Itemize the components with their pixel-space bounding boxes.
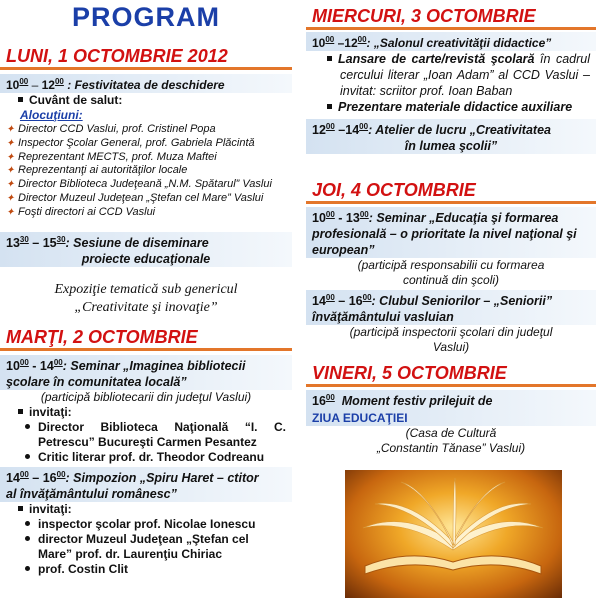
guest-item xyxy=(0,532,292,562)
salon-item-title: Prezentare materiale didactice auxiliare xyxy=(338,100,573,114)
symposium-line-1: $14^{00} - 16^{00}$: Simpozion „Spiru Haret – ctitor xyxy=(6,469,259,486)
time-end-sup: 00 xyxy=(359,122,369,131)
exposition-line-1: Expoziţie tematică sub genericul xyxy=(54,281,238,297)
square-bullet-icon xyxy=(18,97,23,102)
guest-item xyxy=(0,450,292,465)
time-start: 13 xyxy=(6,235,20,250)
symposium-title-1: : Simpozion „Spiru Haret – ctitor xyxy=(65,471,259,486)
session-line-1: $13^{30} - 15^{30}$: Sesiune de diseminare xyxy=(6,234,209,250)
venue-line-2: „Constantin Tănase” Vaslui) xyxy=(376,440,526,455)
session-band xyxy=(0,232,292,267)
invited-label: invitaţi: xyxy=(29,404,72,419)
salon-band: $10^{00}$ $-12^{00}$: „Salonul creativităţii didactice” xyxy=(306,32,596,51)
festive-line-1 xyxy=(312,390,590,409)
time-dash: – xyxy=(28,78,42,92)
time-end: 12 xyxy=(41,78,55,92)
time-end: 13 xyxy=(345,211,360,226)
time-start: 14 xyxy=(312,294,326,309)
fleur-bullet-icon: ✦ xyxy=(6,165,15,177)
day-heading-joi: JOI, 4 OCTOMBRIE xyxy=(306,180,596,204)
left-column xyxy=(0,0,292,577)
time-start-sup: 00 xyxy=(325,293,335,303)
time-end-sup: 30 xyxy=(56,234,66,244)
speaker-item xyxy=(0,123,292,137)
time-start-sup: 00 xyxy=(325,210,335,220)
speaker-item xyxy=(0,178,292,192)
right-column xyxy=(306,0,596,456)
guest-text: Critic literar prof. dr. Theodor Codreanu xyxy=(38,449,265,464)
session-title-2: proiecte educaţionale xyxy=(81,251,211,266)
book-illustration xyxy=(345,470,562,598)
fleur-bullet-icon: ✦ xyxy=(6,192,15,204)
club-participants-1: (participă inspectorii şcolari din judeţul xyxy=(349,325,553,340)
seminar2-band: $10^{00} - 13^{00}$: Seminar „Educaţia şi formarea profesională – o prioritate la nivel naţional şi european” xyxy=(306,207,596,258)
square-bullet-icon xyxy=(327,56,332,61)
fleur-bullet-icon: ✦ xyxy=(6,124,15,135)
time-start-sup: 00 xyxy=(325,122,335,131)
fleur-bullet-icon: ✦ xyxy=(6,151,15,163)
education-day-label: ZIUA EDUCAŢIEI xyxy=(312,410,408,425)
exposition-block xyxy=(0,281,292,317)
time-start: 16 xyxy=(312,394,326,409)
seminar-title-2: şcolare în comunitatea locală” xyxy=(6,374,187,389)
speaker-text: Reprezentant MECTS, prof. Muza Maftei xyxy=(18,150,217,163)
greeting-label: Cuvânt de salut: xyxy=(29,93,123,107)
dot-bullet-icon xyxy=(25,454,30,459)
square-bullet-icon xyxy=(327,104,332,109)
club-title: : Clubul Seniorilor – „Seniorii” învăţământului vasluian xyxy=(312,294,553,325)
time-end: 16 xyxy=(348,294,363,309)
time-start-sup: 00 xyxy=(325,35,335,44)
speaker-text: Foşti directori ai CCD Vaslui xyxy=(18,205,156,218)
time-end: 16 xyxy=(42,471,57,486)
event-title: : Festivitatea de deschidere xyxy=(63,78,225,92)
guest-item xyxy=(0,517,292,532)
salon-item-title: Lansare de carte/revistă şcolară xyxy=(338,52,535,66)
seminar2-title: : Seminar „Educaţia şi formarea profesională – o prioritate la nivel naţional şi european” xyxy=(312,211,577,258)
session-title-1: : Sesiune de diseminare xyxy=(65,235,209,250)
time-end-sup: 00 xyxy=(54,77,64,86)
speakers-list xyxy=(0,123,292,220)
exposition-line-2: „Creativitate şi inovaţie” xyxy=(74,299,218,315)
day-heading-miercuri: MIERCURI, 3 OCTOMBRIE xyxy=(306,6,596,30)
guest-text: director Muzeul Judeţean „Ştefan cel Mare” prof. dr. Laurenţiu Chiriac xyxy=(38,532,249,562)
speaker-item xyxy=(0,137,292,151)
workshop-title-2: în lumea şcolii” xyxy=(404,139,498,154)
participants-note-1: (participă responsabilii cu formarea xyxy=(357,258,545,273)
dot-bullet-icon xyxy=(25,424,30,429)
page-title: PROGRAM xyxy=(72,2,220,32)
workshop-title-1: : Atelier de lucru „Creativitatea xyxy=(368,123,551,138)
workshop-line-1: $12^{00}$ $-14^{00}$: Atelier de lucru „Creativitatea xyxy=(312,122,551,138)
dot-bullet-icon xyxy=(25,521,30,526)
time-start: 12 xyxy=(312,123,326,138)
day-heading-marti: MARŢI, 2 OCTOMBRIE xyxy=(0,327,292,351)
speaker-text: Director Biblioteca Judeţeană „N.M. Spătarul” Vaslui xyxy=(18,178,272,191)
guest-item xyxy=(0,562,292,577)
guest-item xyxy=(0,420,292,450)
invited-bullet xyxy=(0,502,292,517)
fleur-bullet-icon: ✦ xyxy=(6,179,15,191)
time-end: 15 xyxy=(42,235,57,250)
time-start: 10 xyxy=(312,211,326,226)
guest-text: prof. Costin Clit xyxy=(38,562,128,577)
festive-title: Moment festiv prilejuit de xyxy=(341,394,493,409)
time-end: 12 xyxy=(344,36,358,50)
club-band: $14^{00} - 16^{00}$: Clubul Seniorilor – „Seniorii” învăţământului vasluian xyxy=(306,290,596,325)
guest-text: inspector şcolar prof. Nicolae Ionescu xyxy=(38,517,256,532)
greeting-bullet xyxy=(0,93,292,108)
time-end-sup: 00 xyxy=(56,469,66,479)
fleur-bullet-icon: ✦ xyxy=(6,206,15,218)
time-end-sup: 00 xyxy=(362,293,372,303)
salon-item xyxy=(306,51,596,99)
open-book-image xyxy=(345,470,562,598)
speaker-item xyxy=(0,151,292,165)
club-participants-2: Vaslui) xyxy=(432,340,470,355)
invited-bullet xyxy=(0,405,292,420)
time-start-sup: 00 xyxy=(325,393,335,403)
dot-bullet-icon xyxy=(25,536,30,541)
speaker-item xyxy=(0,164,292,178)
guest-text: Director Biblioteca Naţională “I. C. Petrescu” Bucureşti Carmen Pesantez xyxy=(38,419,286,449)
time-start: 10 xyxy=(6,358,20,373)
time-start: 10 xyxy=(6,78,20,92)
dot-bullet-icon xyxy=(25,566,30,571)
square-bullet-icon xyxy=(18,409,23,414)
venue-line-1: (Casa de Cultură xyxy=(405,425,497,440)
opening-ceremony-band xyxy=(0,74,292,93)
participants-note: (participă bibliotecarii din judeţul Vaslui) xyxy=(40,389,252,404)
symposium-band xyxy=(0,467,292,502)
symposium-title-2: al învăţământului românesc” xyxy=(6,487,177,502)
time-end-sup: 00 xyxy=(359,210,369,220)
time-start-sup: 00 xyxy=(19,469,29,479)
time-start: 14 xyxy=(6,471,20,486)
alocutiuni-label: Alocuţiuni: xyxy=(20,108,83,122)
speaker-item xyxy=(0,192,292,206)
speaker-item xyxy=(0,206,292,220)
day-heading-luni: LUNI, 1 OCTOMBRIE 2012 xyxy=(0,46,292,70)
time-end: 14 xyxy=(39,358,54,373)
participants-note-2: continuă din şcoli) xyxy=(402,273,500,288)
time-end-sup: 00 xyxy=(357,35,367,44)
seminar-band xyxy=(0,355,292,390)
day-heading-vineri: VINERI, 5 OCTOMBRIE xyxy=(306,363,596,387)
seminar-line-1: $10^{00} - 14^{00}$: Seminar „Imaginea bibliotecii xyxy=(6,357,246,373)
workshop-band xyxy=(306,119,596,154)
speaker-text: Director Muzeul Judeţean „Ştefan cel Mare” Vaslui xyxy=(18,191,264,204)
time-end: 14 xyxy=(345,123,360,138)
fleur-bullet-icon: ✦ xyxy=(6,137,15,149)
time-start-sup: 00 xyxy=(19,77,29,86)
salon-item xyxy=(306,99,596,115)
speaker-text: Inspector Şcolar General, prof. Gabriela Plăcintă xyxy=(18,136,255,149)
salon-title: : „Salonul creativităţii didactice” xyxy=(366,36,552,50)
time-start-sup: 00 xyxy=(19,357,29,367)
speaker-text: Reprezentanţi ai autorităţilor locale xyxy=(18,164,188,177)
time-start: 10 xyxy=(312,36,326,50)
invited-label: invitaţi: xyxy=(29,502,72,517)
time-start-sup: 30 xyxy=(19,234,29,244)
time-end-sup: 00 xyxy=(53,357,63,367)
salon-item-text: în cadrul cercului literar „Ioan Adam” al CCD Vaslui – invitat: scriitor prof. Ioan Baban xyxy=(340,52,590,98)
square-bullet-icon xyxy=(18,506,23,511)
speaker-text: Director CCD Vaslui, prof. Cristinel Popa xyxy=(18,123,216,135)
festive-band xyxy=(306,390,596,425)
seminar-title-1: : Seminar „Imaginea bibliotecii xyxy=(62,358,246,373)
